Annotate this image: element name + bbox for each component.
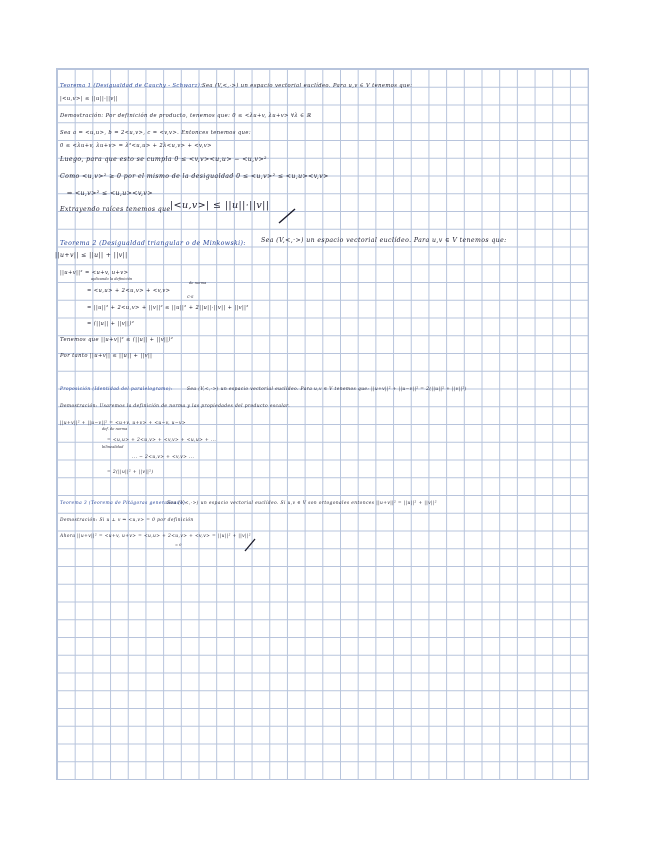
- theorem-2-line-3: = ||u||² + 2<u,v> + ||v||² ≤ ||u||² + 2||u||·||v|| + ||v||²: [87, 305, 249, 311]
- theorem-1-proof: Demostración: Por definición de producto, tenemos que: 0 ≤ <λu+v, λu+v> ∀λ ∈ ℝ: [60, 113, 312, 119]
- proposition-proof: Demostración: Usaremos la definición de norma y las propiedades del producto escalar.: [60, 404, 290, 409]
- theorem-1-heading: Teorema 1 (Desigualdad de Cauchy - Schwarz):: [60, 83, 203, 89]
- theorem-1-statement: Sea (V,<,·>) un espacio vectorial euclídeo. Para u,v ∈ V tenemos que:: [202, 83, 413, 89]
- check-mark-icon: [277, 207, 297, 225]
- theorem-1-expansion: 0 ≤ <λu+v, λu+v> = λ²<u,u> + 2λ<u,v> + <v,v>: [60, 143, 212, 149]
- theorem-2-statement: Sea (V,<,·>) un espacio vectorial euclídeo. Para u,v ∈ V tenemos que:: [261, 237, 507, 244]
- proposition-statement: Sea (V,<,·>) un espacio vectorial euclídeo. Para u,v ∈ V tenemos que: ||u+v||² + ||u−v||² = 2(||u||² + ||v||²): [187, 387, 467, 392]
- theorem-2-note-1: aplicando la definición: [91, 277, 133, 281]
- theorem-3-note: = 0: [175, 543, 182, 547]
- theorem-3-calculation: Ahora ||u+v||² = <u+v, u+v> = <u,u> + 2<u,v> + <v,v> = ||u||² + ||v||²: [60, 534, 251, 539]
- theorem-2-line-2: = <u,u> + 2<u,v> + <v,v>: [87, 288, 171, 294]
- theorem-1-conclusion: Extrayendo raíces tenemos que: [60, 206, 171, 213]
- theorem-3-statement: Sea (V,<,·>) un espacio vectorial euclídeo. Si u,v ∈ V son ortogonales entonces ||u+v||² = ||u||² + ||v||²: [167, 501, 437, 506]
- theorem-2-por-tanto: Por tanto ||u+v|| ≤ ||u|| + ||v||: [60, 353, 153, 359]
- theorem-1-como: Como <u,v>² ≥ 0 por el mismo de la desigualdad 0 ≤ <u,v>² ≤ <u,u><v,v>: [60, 173, 329, 180]
- proposition-note-2: bilinealidad: [102, 445, 124, 449]
- theorem-2-line-4: = (||u|| + ||v||)²: [87, 321, 135, 327]
- theorem-2-inequality: ||u+v|| ≤ ||u|| + ||v||: [55, 252, 128, 259]
- theorem-3-heading: Teorema 3 (Teorema de Pitágoras generalizado):: [60, 501, 188, 506]
- proposition-note-1: def. de norma: [102, 427, 128, 431]
- proposition-line-2: = <u,u> + 2<u,v> + <v,v> + <u,u> + ...: [107, 438, 217, 443]
- theorem-2-tenemos: Tenemos que ||u+v||² ≤ (||u|| + ||v||)²: [60, 337, 174, 343]
- theorem-1-final: |<u,v>| ≤ ||u||·||v||: [170, 200, 270, 211]
- proposition-line-3: ... − 2<u,v> + <v,v> ...: [132, 455, 195, 460]
- notebook-page: [57, 69, 588, 779]
- theorem-2-heading: Teorema 2 (Desigualdad triangular o de Minkowski):: [60, 240, 246, 247]
- theorem-1-implies: ⇒ <u,v>² ≤ <u,u><v,v>: [67, 190, 153, 197]
- proposition-line-4: = 2(||u||² + ||v||²): [107, 470, 154, 475]
- theorem-1-sea: Sea a = <u,u>, b = 2<u,v>, c = <v,v>. Entonces tenemos que:: [60, 130, 251, 136]
- theorem-3-proof: Demostración: Si u ⊥ v ⇒ <u,v> = 0 por definición: [60, 518, 194, 523]
- theorem-2-note-2: de norma: [189, 281, 207, 285]
- proposition-line-1: ||u+v||² + ||u−v||² = <u+v, u+v> + <u−v, u−v>: [60, 421, 186, 426]
- theorem-2-line-1: ||u+v||² = <u+v, u+v>: [60, 270, 129, 276]
- theorem-1-inequality: |<u,v>| ≤ ||u||·||v||: [60, 96, 119, 102]
- proposition-heading: Proposición (Identidad del paralelogramo):: [60, 387, 173, 392]
- check-mark-icon: [243, 537, 257, 553]
- theorem-2-note-3: C-S: [187, 295, 194, 299]
- theorem-1-condition: Luego, para que esto se cumpla 0 ≤ <v,v><u,u> − <u,v>²: [60, 156, 267, 163]
